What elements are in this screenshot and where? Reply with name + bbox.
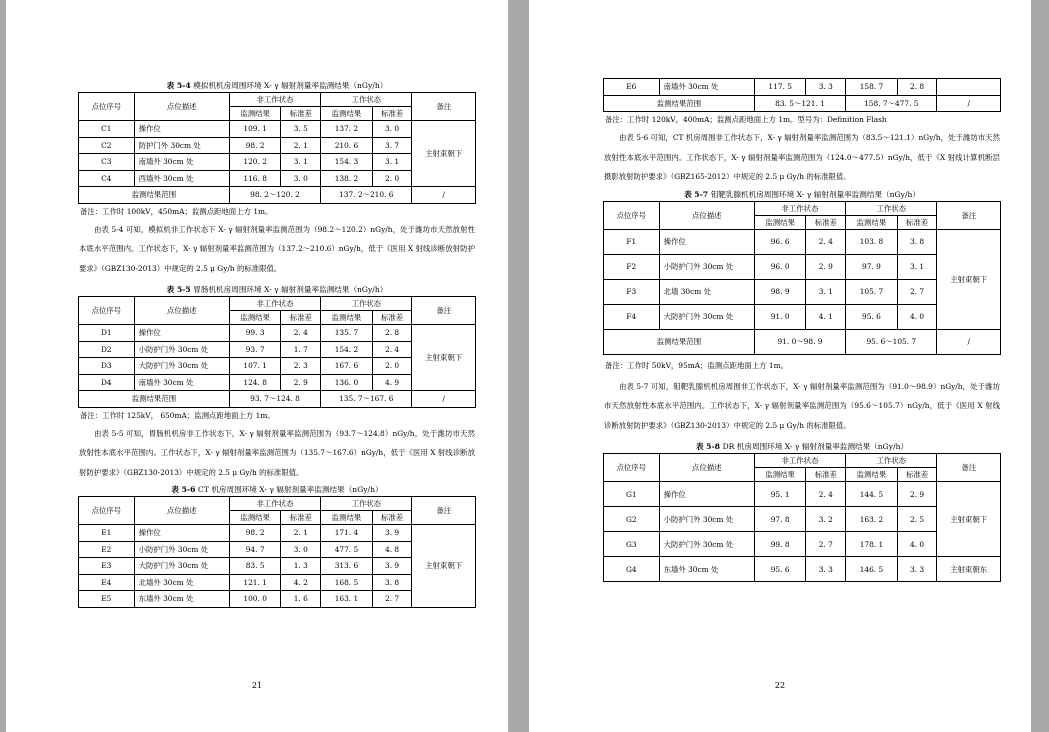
header-std: 标准差 <box>897 215 937 229</box>
cell-value: 107. 1 <box>229 358 281 375</box>
header-result: 监测结果 <box>321 107 373 121</box>
paragraph-5-6: 由表 5-6 可知，CT 机房周围非工作状态下，X- γ 辐射剂量率监测范围为（83.5～121.1）nGy/h，处于潍坊市天然放射性本底水平范围内。工作状态下，X- γ 辐射剂量率监测范围为（124.0～477.5）nGy/h，低于《X 射线计算机断层摄影放射防护要求》（GBZ165-2012）中规定的 2.5 μ Gy/h 的标准限值。 <box>604 133 1000 181</box>
cell-id: C3 <box>79 154 135 171</box>
cell-id: D4 <box>79 374 135 391</box>
range-working: 95. 6～105. 7 <box>846 329 937 354</box>
cell-std: 3. 1 <box>281 154 321 171</box>
cell-value: 154. 2 <box>321 341 373 358</box>
cell-std: 3. 8 <box>897 229 937 254</box>
cell-remark: 主射束朝下 <box>937 229 1001 329</box>
cell-value: 95. 6 <box>846 304 898 329</box>
header-std: 标准差 <box>806 468 846 482</box>
header-non-working: 非工作状态 <box>229 93 320 107</box>
cell-id: D1 <box>79 325 135 342</box>
header-result: 监测结果 <box>846 215 898 229</box>
cell-std: 3. 0 <box>281 170 321 187</box>
header-point-desc: 点位描述 <box>659 201 754 229</box>
table-5-7 <box>603 201 1001 355</box>
range-working: 137. 2～210. 6 <box>321 187 412 204</box>
cell-value: 136. 0 <box>321 374 373 391</box>
cell-value: 97. 8 <box>754 507 806 532</box>
cell-value: 94. 7 <box>229 541 281 558</box>
table-title: 胃肠机机房周围环境 X- γ 辐射剂量率监测结果（nGy/h） <box>193 285 388 294</box>
cell-value: 100. 0 <box>229 591 281 608</box>
cell-value: 144. 5 <box>846 482 898 507</box>
cell-remark: 主射束朝下 <box>412 525 476 608</box>
header-result: 监测结果 <box>321 511 373 525</box>
range-remark: / <box>937 329 1001 354</box>
table-5-7-caption <box>603 189 1001 201</box>
cell-std: 4. 1 <box>806 304 846 329</box>
cell-std: 2. 9 <box>806 254 846 279</box>
header-result: 监测结果 <box>229 311 281 325</box>
cell-std: 3. 1 <box>806 279 846 304</box>
table-row <box>604 557 1001 582</box>
cell-std: 4. 8 <box>372 541 412 558</box>
cell-desc: 北墙外 30cm 处 <box>134 574 229 591</box>
cell-desc: 北墙 30cm 处 <box>659 279 754 304</box>
cell-remark: 主射束朝下 <box>412 325 476 391</box>
header-non-working: 非工作状态 <box>229 497 320 511</box>
paragraph-5-5: 由表 5-5 可知，胃肠机机房非工作状态下，X- γ 辐射剂量率监测范围为（93.7～124.8）nGy/h，处于潍坊市天然放射性本底水平范围内。工作状态下，X- γ 辐射剂量率监测范围为（135.7～167.6）nGy/h，低于《医用 X 射线诊断放射防护要求》（GBZ130-2013）中规定的 2.5 μ Gy/h 的标准限值。 <box>79 428 475 477</box>
table-note: 备注：工作时 50kV，95mA；监测点距地面上方 1m。 <box>605 360 789 370</box>
cell-desc: 大防护门外 30cm 处 <box>659 304 754 329</box>
table-5-5 <box>78 296 476 408</box>
header-point-desc: 点位描述 <box>134 497 229 525</box>
page-21 <box>6 0 508 732</box>
table-5-4 <box>78 92 476 204</box>
cell-id: E1 <box>79 525 135 542</box>
cell-std: 2. 8 <box>372 325 412 342</box>
cell-desc: 小防护门外 30cm 处 <box>659 507 754 532</box>
header-remark: 备注 <box>412 297 476 325</box>
cell-value: 105. 7 <box>846 279 898 304</box>
range-working: 158. 7～477. 5 <box>846 95 937 112</box>
cell-value: 210. 6 <box>321 137 373 154</box>
cell-desc: 操作位 <box>659 482 754 507</box>
cell-std: 2. 8 <box>897 79 937 96</box>
header-point-no: 点位序号 <box>79 93 135 121</box>
cell-std: 2. 5 <box>897 507 937 532</box>
cell-id: F4 <box>604 304 660 329</box>
cell-desc: 小防护门外 30cm 处 <box>659 254 754 279</box>
range-working: 135. 7～167. 6 <box>321 391 412 408</box>
cell-desc: 操作位 <box>134 525 229 542</box>
range-remark: / <box>937 95 1001 112</box>
cell-desc: 大防护门外 30cm 处 <box>134 358 229 375</box>
cell-id: F1 <box>604 229 660 254</box>
cell-value: 93. 7 <box>229 341 281 358</box>
header-non-working: 非工作状态 <box>229 297 320 311</box>
table-number: 表 5-6 <box>171 485 196 494</box>
cell-std: 1. 3 <box>281 558 321 575</box>
cell-value: 154. 3 <box>321 154 373 171</box>
cell-value: 95. 6 <box>754 557 806 582</box>
cell-std: 3. 5 <box>281 121 321 138</box>
header-result: 监测结果 <box>229 107 281 121</box>
cell-desc: 小防护门外 30cm 处 <box>134 541 229 558</box>
cell-id: G4 <box>604 557 660 582</box>
header-remark: 备注 <box>412 93 476 121</box>
cell-std: 3. 2 <box>806 507 846 532</box>
cell-std: 4. 0 <box>897 532 937 557</box>
table-note: 备注：工作时 120kV，400mA；监测点距地面上方 1m。型号为：Definition Flash <box>605 115 887 124</box>
cell-desc: 操作位 <box>134 121 229 138</box>
cell-value: 98. 2 <box>229 525 281 542</box>
range-row <box>79 187 476 204</box>
cell-std: 2. 7 <box>897 279 937 304</box>
cell-value: 117. 5 <box>754 79 806 96</box>
header-point-no: 点位序号 <box>79 497 135 525</box>
header-point-desc: 点位描述 <box>659 454 754 482</box>
header-point-no: 点位序号 <box>79 297 135 325</box>
header-result: 监测结果 <box>846 468 898 482</box>
cell-std: 2. 9 <box>281 374 321 391</box>
table-row <box>79 325 476 342</box>
cell-value: 91. 0 <box>754 304 806 329</box>
cell-value: 120. 2 <box>229 154 281 171</box>
cell-id: E4 <box>79 574 135 591</box>
range-row <box>604 95 1001 112</box>
cell-std: 3. 8 <box>372 574 412 591</box>
table-row <box>79 525 476 542</box>
cell-value: 138. 2 <box>321 170 373 187</box>
cell-value: 178. 1 <box>846 532 898 557</box>
cell-value: 96. 6 <box>754 229 806 254</box>
cell-id: G1 <box>604 482 660 507</box>
cell-value: 163. 1 <box>321 591 373 608</box>
header-std: 标准差 <box>372 511 412 525</box>
cell-id: C2 <box>79 137 135 154</box>
cell-id: E3 <box>79 558 135 575</box>
cell-id: E5 <box>79 591 135 608</box>
cell-std: 2. 4 <box>806 482 846 507</box>
cell-std: 1. 7 <box>281 341 321 358</box>
header-std: 标准差 <box>806 215 846 229</box>
table-title: CT 机房周围环境 X- γ 辐射剂量率监测结果（nGy/h） <box>198 485 383 494</box>
cell-std: 4. 2 <box>281 574 321 591</box>
header-std: 标准差 <box>281 107 321 121</box>
cell-std: 3. 1 <box>372 154 412 171</box>
table-title: 模拟机机房周围环境 X- γ 辐射剂量率监测结果（nGy/h） <box>193 81 388 90</box>
cell-desc: 南墙外 30cm 处 <box>134 374 229 391</box>
header-std: 标准差 <box>897 468 937 482</box>
cell-desc: 小防护门外 30cm 处 <box>134 341 229 358</box>
header-point-no: 点位序号 <box>604 454 660 482</box>
cell-value: 95. 1 <box>754 482 806 507</box>
cell-std: 3. 1 <box>897 254 937 279</box>
cell-value: 167. 6 <box>321 358 373 375</box>
cell-value: 158. 7 <box>846 79 898 96</box>
cell-remark: 主射束朝下 <box>412 121 476 187</box>
cell-std: 3. 9 <box>372 558 412 575</box>
cell-std: 4. 0 <box>897 304 937 329</box>
cell-value: 137. 2 <box>321 121 373 138</box>
header-std: 标准差 <box>281 311 321 325</box>
cell-std: 2. 9 <box>897 482 937 507</box>
cell-value: 99. 3 <box>229 325 281 342</box>
cell-std: 2. 7 <box>806 532 846 557</box>
cell-value: 83. 5 <box>229 558 281 575</box>
table-row <box>604 482 1001 507</box>
header-working: 工作状态 <box>321 93 412 107</box>
table-title: 钼靶乳腺机机房周围环境 X- γ 辐射剂量率监测结果（nGy/h） <box>710 189 920 199</box>
cell-id: C1 <box>79 121 135 138</box>
range-non-working: 93. 7～124. 8 <box>229 391 320 408</box>
cell-value: 171. 4 <box>321 525 373 542</box>
range-label: 监测结果范围 <box>604 329 755 354</box>
header-non-working: 非工作状态 <box>754 454 845 468</box>
range-label: 监测结果范围 <box>604 95 755 112</box>
cell-value: 163. 2 <box>846 507 898 532</box>
cell-value: 116. 8 <box>229 170 281 187</box>
cell-std: 3. 3 <box>806 557 846 582</box>
paragraph-5-4: 由表 5-4 可知，模拟机非工作状态下 X- γ 辐射剂量率监测范围为（98.2～120.2）nGy/h，处于潍坊市天然放射性本底水平范围内。工作状态下，X- γ 辐射剂量率监测范围为（137.2～210.6）nGy/h，低于《医用 X 射线诊断放射防护要求》（GBZ130-2013）中规定的 2.5 μ Gy/h 的标准限值。 <box>79 224 475 273</box>
header-working: 工作状态 <box>321 297 412 311</box>
paragraph-5-7: 由表 5-7 可知，钼靶乳腺机机房周围非工作状态下，X- γ 辐射剂量率监测范围为（91.0～98.9）nGy/h，处于潍坊市天然放射性本底水平范围内。工作状态下，X- γ 辐射剂量率监测范围为（95.6～105.7）nGy/h，低于《医用 X 射线诊断放射防护要求》（GBZ130-2013）中规定的 2.5 μ Gy/h 的标准限值。 <box>604 381 1000 430</box>
cell-std: 1. 6 <box>281 591 321 608</box>
cell-value: 109. 1 <box>229 121 281 138</box>
header-std: 标准差 <box>281 511 321 525</box>
table-number: 表 5-8 <box>695 442 720 451</box>
cell-std: 3. 0 <box>281 541 321 558</box>
cell-desc: 南墙外 30cm 处 <box>134 154 229 171</box>
cell-remark <box>937 79 1001 96</box>
cell-id: D2 <box>79 341 135 358</box>
cell-value: 313. 6 <box>321 558 373 575</box>
table-note: 备注：工作时 100kV，450mA；监测点距地面上方 1m。 <box>80 206 273 216</box>
header-working: 工作状态 <box>846 454 937 468</box>
cell-std: 3. 9 <box>372 525 412 542</box>
cell-value: 135. 7 <box>321 325 373 342</box>
cell-remark: 主射束朝下 <box>937 482 1001 557</box>
range-row <box>604 329 1001 354</box>
table-row <box>604 79 1001 96</box>
table-note: 备注：工作时 125kV， 650mA；监测点距地面上方 1m。 <box>80 410 275 420</box>
cell-value: 96. 0 <box>754 254 806 279</box>
cell-value: 146. 5 <box>846 557 898 582</box>
table-5-4-caption <box>78 80 476 92</box>
header-point-desc: 点位描述 <box>134 297 229 325</box>
table-5-6-caption <box>78 484 476 496</box>
range-non-working: 98. 2～120. 2 <box>229 187 320 204</box>
cell-std: 2. 4 <box>372 341 412 358</box>
range-row <box>79 391 476 408</box>
cell-desc: 操作位 <box>134 325 229 342</box>
header-result: 监测结果 <box>754 468 806 482</box>
cell-value: 99. 8 <box>754 532 806 557</box>
cell-value: 121. 1 <box>229 574 281 591</box>
header-remark: 备注 <box>412 497 476 525</box>
cell-value: 98. 2 <box>229 137 281 154</box>
cell-desc: 大防护门外 30cm 处 <box>134 558 229 575</box>
cell-std: 3. 7 <box>372 137 412 154</box>
cell-std: 3. 3 <box>897 557 937 582</box>
cell-std: 2. 3 <box>281 358 321 375</box>
range-remark: / <box>412 187 476 204</box>
cell-id: G3 <box>604 532 660 557</box>
cell-std: 2. 1 <box>281 525 321 542</box>
range-remark: / <box>412 391 476 408</box>
cell-std: 2. 4 <box>281 325 321 342</box>
cell-value: 98. 9 <box>754 279 806 304</box>
range-label: 监测结果范围 <box>79 187 230 204</box>
table-5-8 <box>603 453 1001 582</box>
range-label: 监测结果范围 <box>79 391 230 408</box>
cell-std: 2. 7 <box>372 591 412 608</box>
header-result: 监测结果 <box>754 215 806 229</box>
cell-value: 477. 5 <box>321 541 373 558</box>
header-working: 工作状态 <box>846 201 937 215</box>
range-non-working: 91. 0～98. 9 <box>754 329 845 354</box>
table-5-6-continued <box>603 78 1001 112</box>
cell-std: 2. 4 <box>806 229 846 254</box>
cell-desc: 操作位 <box>659 229 754 254</box>
cell-value: 103. 8 <box>846 229 898 254</box>
table-number: 表 5-4 <box>166 81 191 90</box>
cell-id: G2 <box>604 507 660 532</box>
cell-desc: 防护门外 30cm 处 <box>134 137 229 154</box>
cell-value: 124. 8 <box>229 374 281 391</box>
page-22 <box>529 0 1031 732</box>
page-number: 21 <box>251 681 263 690</box>
cell-id: C4 <box>79 170 135 187</box>
cell-std: 2. 1 <box>281 137 321 154</box>
table-number: 表 5-5 <box>166 285 191 294</box>
table-5-6 <box>78 496 476 608</box>
header-non-working: 非工作状态 <box>754 201 845 215</box>
cell-value: 97. 9 <box>846 254 898 279</box>
header-working: 工作状态 <box>321 497 412 511</box>
header-std: 标准差 <box>372 311 412 325</box>
cell-id: F2 <box>604 254 660 279</box>
cell-std: 2. 0 <box>372 358 412 375</box>
header-point-no: 点位序号 <box>604 201 660 229</box>
cell-std: 3. 0 <box>372 121 412 138</box>
header-result: 监测结果 <box>321 311 373 325</box>
cell-remark: 主射束朝东 <box>937 557 1001 582</box>
table-5-5-caption <box>78 284 476 296</box>
cell-desc: 西墙外 30cm 处 <box>134 170 229 187</box>
table-5-8-caption <box>603 441 1001 453</box>
table-title: DR 机房周围环境 X- γ 辐射剂量率监测结果（nGy/h） <box>722 442 909 451</box>
cell-std: 2. 0 <box>372 170 412 187</box>
cell-desc: 东墙外 30cm 处 <box>659 557 754 582</box>
range-non-working: 83. 5～121. 1 <box>754 95 845 112</box>
cell-id: D3 <box>79 358 135 375</box>
page-number: 22 <box>774 681 786 690</box>
cell-id: F3 <box>604 279 660 304</box>
header-remark: 备注 <box>937 201 1001 229</box>
header-point-desc: 点位描述 <box>134 93 229 121</box>
cell-desc: 东墙外 30cm 处 <box>134 591 229 608</box>
table-row <box>604 229 1001 254</box>
cell-id: E2 <box>79 541 135 558</box>
table-row <box>79 121 476 138</box>
cell-std: 3. 3 <box>806 79 846 96</box>
header-std: 标准差 <box>372 107 412 121</box>
header-remark: 备注 <box>937 454 1001 482</box>
cell-desc: 大防护门外 30cm 处 <box>659 532 754 557</box>
table-number: 表 5-7 <box>684 189 709 199</box>
cell-id: E6 <box>604 79 660 96</box>
cell-desc: 南墙外 30cm 处 <box>659 79 754 96</box>
cell-std: 4. 9 <box>372 374 412 391</box>
header-result: 监测结果 <box>229 511 281 525</box>
cell-value: 168. 5 <box>321 574 373 591</box>
